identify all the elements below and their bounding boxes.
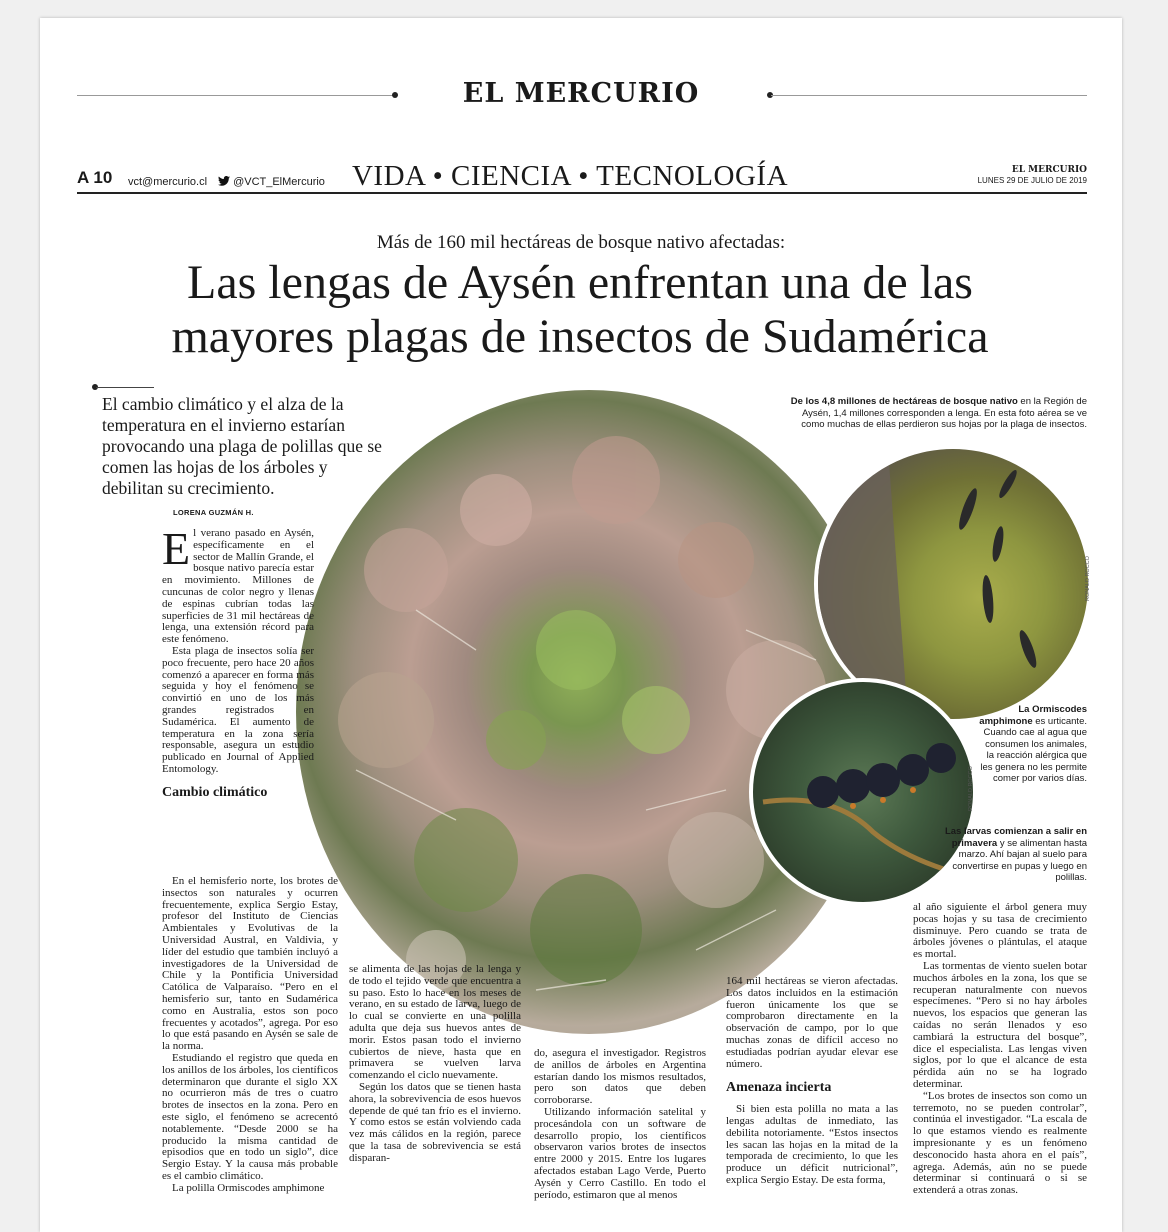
col1-paragraph-3: En el hemisferio norte, los brotes de insectos son naturales y ocurren frecuentemente, explica Sergio Estay, profesor del Instituto de Ciencias Ambientales y Evolutivas de la Universidad Austral, en Valdivia, y líder del estudio que también incluyó a investigadores de la Universidad de Chile y la Pontificia Universidad Católica de Valparaíso. “Pero en el hemisferio sur, tanto en Sudamérica como en Australia, estos son poco frecuentes y acotados”, agrega. Por eso lo que está pasando en Aysén se sale de la norma. — [162, 875, 338, 1053]
col4-paragraph-2: Si bien esta polilla no mata a las lengas adultas de inmediato, las debilita notoriamente. “Estos insectos les sacan las hojas en la mitad de la temporada de crecimiento, lo que les produce un déficit nutricional”, explica Sergio Estay. De esta forma, — [726, 1103, 898, 1186]
col1-paragraph-1: l verano pasado en Aysén, específicamente en el sector de Mallín Grande, el bosque nativo parecía estar en movimiento. Millones de cuncunas de color negro y llenas de espinas cubrían todas las superficies de 31 mil hectáreas de lenga, una extensión récord para este fenómeno. — [162, 527, 314, 646]
article-column-3 — [534, 1048, 706, 1201]
col2-paragraph-1: se alimenta de las hojas de la lenga y de todo el tejido verde que encuentra a su paso. Esto lo hace en los meses de verano, en su estado de larva, luego de lo cual se convierte en una polilla adulta que deja sus huevos antes de morir. Estos pasan todo el invierno cubiertos de nieve, hasta que en primavera se vuelven larva comenzando el ciclo nuevamente. — [349, 963, 521, 1082]
subhead-cambio-climatico: Cambio climático — [162, 784, 268, 800]
col5-paragraph-3: “Los brotes de insectos son como un terremoto, no se pueden controlar”, continúa el investigador. “La escala de lo que estamos viendo es realmente impresionante y es un fenómeno desconocido hasta ahora en el país”, agrega. Además, aún no se puede determinar si continuará o si se extenderá a otras zonas. — [913, 1089, 1087, 1197]
caption-aerial — [785, 396, 1087, 431]
photo-credit-1: RONALD ROCCO — [1085, 556, 1091, 601]
headline-line-1: Las lengas de Aysén enfrentan una de las — [187, 256, 973, 309]
col5-paragraph-2: Las tormentas de viento suelen botar muchos árboles en la zona, los que se recuperan naturalmente con nuevos especímenes. “Pero si no hay árboles nuevos, los espacios que generan las caídas no serán llenados y eso cambiará la estructura del bosque”, dice el especialista. Las lengas viven siglos, por lo que el alcance de esta pérdida aún no se ha logrado determinar. — [913, 959, 1087, 1090]
issue-date: LUNES 29 DE JULIO DE 2019 — [977, 176, 1087, 185]
subhead-amenaza-incierta: Amenaza incierta — [726, 1080, 832, 1096]
masthead-title: EL MERCURIO — [462, 78, 700, 109]
brand-small: EL MERCURIO — [1011, 165, 1087, 175]
deck-rule — [96, 387, 154, 388]
article-headline — [100, 256, 1060, 364]
caption-larvas-text: y se alimentan hasta marzo. Ahí bajan al suelo para convertirse en pupas y luego en polillas. — [952, 837, 1087, 883]
col2-paragraph-2: Según los datos que se tienen hasta ahora, la sobrevivencia de esos huevos depende de qué tan frío es el invierno. Y como estos se están volviendo cada vez más cálidos en la región, parece que la tasa de sobrevivencia se está disparan- — [349, 1080, 521, 1164]
twitter-handle-text: @VCT_ElMercurio — [233, 176, 325, 188]
twitter-icon — [218, 176, 230, 186]
col4-paragraph-1: 164 mil hectáreas se vieron afectadas. Los datos incluidos en la estimación fueron únicamente los que se comprobaron directamente en la observación de campo, por lo que muchas zonas de difícil acceso no estudiadas podrían ayudar elevar ese número. — [726, 975, 898, 1070]
newspaper-page — [40, 18, 1122, 1232]
caption-ormiscodes-text: es urticante. Cuando cae al agua que consumen los animales, la reacción alérgica que les genera no les permite comer por varios días. — [980, 715, 1087, 784]
col1-paragraph-2: Esta plaga de insectos solía ser poco frecuente, pero hace 20 años comenzó a aparecer en forma más seguida y hoy el fenómeno se convirtió en uno de los más grandes registrados en Sudamérica. El aumento de temperatura en la zona sería responsable, asegura un estudio publicado en Journal of Applied Entomology. — [162, 644, 314, 775]
article-column-2 — [349, 964, 521, 1165]
col1-paragraph-5: La polilla Ormiscodes amphimone — [172, 1181, 325, 1194]
caption-larvas-bold: Las larvas comienzan a salir en primavera — [944, 826, 1087, 849]
section-title: VIDA • CIENCIA • TECNOLOGÍA — [351, 160, 789, 192]
byline: LORENA GUZMÁN H. — [173, 508, 254, 517]
article-column-4 — [726, 976, 898, 1187]
col5-paragraph-1: al año siguiente el árbol genera muy pocas hojas y su tasa de crecimiento disminuye. Pero cuando se trata de árboles jóvenes o plántulas, el ataque es mortal. — [913, 901, 1087, 961]
section-email: vct@mercurio.cl — [128, 176, 208, 188]
article-column-1b — [162, 876, 338, 1195]
caption-ormiscodes-bold: La Ormiscodes amphimone — [979, 704, 1087, 727]
dropcap: E — [162, 523, 191, 574]
caption-aerial-bold: De los 4,8 millones de hectáreas de bosque nativo — [790, 396, 1018, 407]
col3-paragraph-1: do, asegura el investigador. Registros de anillos de árboles en Argentina estarían dando los mismos resultados, pero son datos que deben corroborarse. — [534, 1047, 706, 1107]
page-number: A 10 — [77, 168, 113, 187]
col1-paragraph-4: Estudiando el registro que queda en los anillos de los árboles, los científicos determinaron que durante el siglo XX no ocurrieron más de tres o cuatro brotes de insectos en la zona. Pero en este siglo, el fenómeno se acrecentó notablemente. “Desde 2000 se ha producido la misma cantidad de episodios que en todo un siglo”, dice Sergio Estay. Y la causa más probable es el cambio climático. — [162, 1051, 338, 1182]
caption-larvas — [937, 826, 1087, 884]
col3-paragraph-2: Utilizando información satelital y procesándola con un software de desarrollo propio, los científicos observaron varios brotes de insectos entre 2000 y 2015. Entre los lugares afectados estaban Lago Verde, Puerto Aysén y Cerro Castillo. En todo el período, estimaron que al menos — [534, 1105, 706, 1201]
article-kicker: Más de 160 mil hectáreas de bosque nativo afectadas: — [376, 232, 786, 253]
caption-ormiscodes — [977, 704, 1087, 785]
article-deck: El cambio climático y el alza de la temperatura en el invierno estarían provocando una plaga de polillas que se comen las hojas de los árboles y debilitan su crecimiento. — [102, 394, 382, 498]
twitter-handle — [218, 176, 325, 188]
header-rule — [77, 192, 1087, 194]
headline-line-2: mayores plagas de insectos de Sudamérica — [171, 310, 989, 363]
photo-credit-2: RONALD ROCCO — [968, 766, 974, 811]
masthead-rule-right — [771, 95, 1087, 96]
article-column-1 — [162, 523, 314, 812]
caption-aerial-text: en la Región de Aysén, 1,4 millones corresponden a lenga. En esta foto aérea se ve como muchas de ellas perdieron sus hojas por la plaga de insectos. — [801, 396, 1087, 430]
article-column-5 — [913, 902, 1087, 1197]
